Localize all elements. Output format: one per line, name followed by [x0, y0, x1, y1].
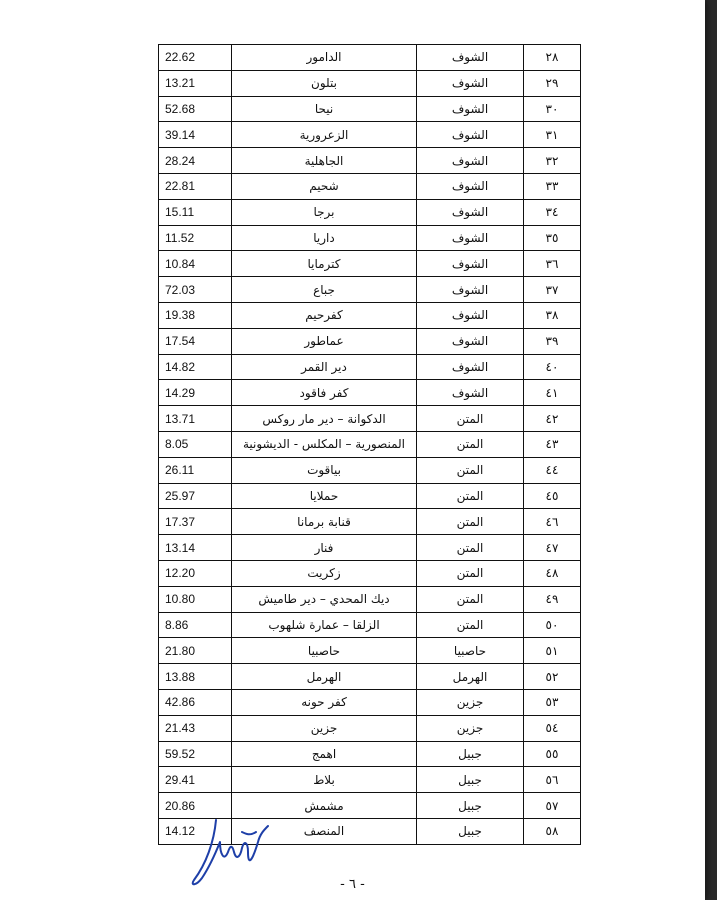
table-row — [159, 509, 581, 535]
town-cell: بلاط — [232, 767, 417, 793]
caza-cell: المتن — [417, 586, 524, 612]
table-row — [159, 70, 581, 96]
row-number-cell: ٤٧ — [524, 535, 581, 561]
town-cell: كفر حونه — [232, 689, 417, 715]
row-number-cell: ٥٨ — [524, 818, 581, 844]
value-cell: 22.62 — [159, 45, 232, 71]
caza-cell: الشوف — [417, 354, 524, 380]
row-number-cell: ٥١ — [524, 638, 581, 664]
table-row — [159, 225, 581, 251]
row-number-cell: ٣٥ — [524, 225, 581, 251]
row-number-cell: ٣٩ — [524, 328, 581, 354]
value-cell: 13.71 — [159, 406, 232, 432]
town-cell: الزلقا – عمارة شلهوب — [232, 612, 417, 638]
table-row — [159, 122, 581, 148]
caza-cell: جزين — [417, 715, 524, 741]
value-cell: 13.88 — [159, 664, 232, 690]
table-row — [159, 380, 581, 406]
row-number-cell: ٥٢ — [524, 664, 581, 690]
row-number-cell: ٣١ — [524, 122, 581, 148]
row-number-cell: ٤٥ — [524, 483, 581, 509]
value-cell: 20.86 — [159, 793, 232, 819]
value-cell: 10.80 — [159, 586, 232, 612]
caza-cell: المتن — [417, 431, 524, 457]
town-cell: اهمج — [232, 741, 417, 767]
caza-cell: الشوف — [417, 96, 524, 122]
town-cell: حملايا — [232, 483, 417, 509]
row-number-cell: ٤٩ — [524, 586, 581, 612]
value-cell: 8.86 — [159, 612, 232, 638]
table-row — [159, 689, 581, 715]
row-number-cell: ٥٥ — [524, 741, 581, 767]
caza-cell: المتن — [417, 457, 524, 483]
caza-cell: الشوف — [417, 251, 524, 277]
table-row — [159, 560, 581, 586]
table-row — [159, 251, 581, 277]
caza-cell: الشوف — [417, 302, 524, 328]
row-number-cell: ٥٤ — [524, 715, 581, 741]
value-cell: 72.03 — [159, 277, 232, 303]
table-body — [159, 45, 581, 845]
town-cell: داريا — [232, 225, 417, 251]
town-cell: شحيم — [232, 173, 417, 199]
caza-cell: جبيل — [417, 793, 524, 819]
table-row — [159, 741, 581, 767]
town-cell: عماطور — [232, 328, 417, 354]
value-cell: 12.20 — [159, 560, 232, 586]
caza-cell: جزين — [417, 689, 524, 715]
value-cell: 59.52 — [159, 741, 232, 767]
row-number-cell: ٤٠ — [524, 354, 581, 380]
value-cell: 25.97 — [159, 483, 232, 509]
row-number-cell: ٢٨ — [524, 45, 581, 71]
row-number-cell: ٤٦ — [524, 509, 581, 535]
town-cell: المنصف — [232, 818, 417, 844]
town-cell: كفرحيم — [232, 302, 417, 328]
town-cell: كفر فاقود — [232, 380, 417, 406]
value-cell: 14.82 — [159, 354, 232, 380]
row-number-cell: ٣٨ — [524, 302, 581, 328]
caza-cell: الشوف — [417, 380, 524, 406]
value-cell: 13.14 — [159, 535, 232, 561]
town-cell: كترمايا — [232, 251, 417, 277]
table-row — [159, 302, 581, 328]
caza-cell: الشوف — [417, 328, 524, 354]
row-number-cell: ٤٨ — [524, 560, 581, 586]
row-number-cell: ٣٧ — [524, 277, 581, 303]
table-row — [159, 457, 581, 483]
value-cell: 17.37 — [159, 509, 232, 535]
caza-cell: المتن — [417, 612, 524, 638]
table-row — [159, 45, 581, 71]
table-row — [159, 148, 581, 174]
table-row — [159, 767, 581, 793]
town-cell: جزين — [232, 715, 417, 741]
table-row — [159, 406, 581, 432]
page-number: - ٦ - — [340, 877, 365, 892]
town-cell: الجاهلية — [232, 148, 417, 174]
town-cell: الهرمل — [232, 664, 417, 690]
table-row — [159, 586, 581, 612]
table-row — [159, 277, 581, 303]
value-cell: 11.52 — [159, 225, 232, 251]
caza-cell: المتن — [417, 406, 524, 432]
table-row — [159, 96, 581, 122]
town-cell: قنابة برمانا — [232, 509, 417, 535]
town-cell: فنار — [232, 535, 417, 561]
caza-cell: الهرمل — [417, 664, 524, 690]
town-cell: برجا — [232, 199, 417, 225]
town-cell: بياقوت — [232, 457, 417, 483]
table-row — [159, 431, 581, 457]
value-cell: 21.43 — [159, 715, 232, 741]
town-cell: الدامور — [232, 45, 417, 71]
caza-cell: الشوف — [417, 199, 524, 225]
row-number-cell: ٣٢ — [524, 148, 581, 174]
value-cell: 15.11 — [159, 199, 232, 225]
table-row — [159, 715, 581, 741]
caza-cell: الشوف — [417, 45, 524, 71]
caza-cell: جبيل — [417, 818, 524, 844]
value-cell: 52.68 — [159, 96, 232, 122]
row-number-cell: ٣٦ — [524, 251, 581, 277]
town-cell: ديك المحدي – دير طاميش — [232, 586, 417, 612]
table-row — [159, 173, 581, 199]
row-number-cell: ٤٤ — [524, 457, 581, 483]
caza-cell: جبيل — [417, 767, 524, 793]
row-number-cell: ٢٩ — [524, 70, 581, 96]
table-row — [159, 612, 581, 638]
town-cell: مشمش — [232, 793, 417, 819]
row-number-cell: ٣٠ — [524, 96, 581, 122]
caza-cell: الشوف — [417, 225, 524, 251]
table-row — [159, 328, 581, 354]
table-row — [159, 354, 581, 380]
row-number-cell: ٣٣ — [524, 173, 581, 199]
caza-cell: جبيل — [417, 741, 524, 767]
row-number-cell: ٥٧ — [524, 793, 581, 819]
value-cell: 28.24 — [159, 148, 232, 174]
data-table — [158, 44, 581, 845]
town-cell: جباع — [232, 277, 417, 303]
caza-cell: المتن — [417, 509, 524, 535]
table-row — [159, 638, 581, 664]
row-number-cell: ٥٣ — [524, 689, 581, 715]
caza-cell: الشوف — [417, 173, 524, 199]
value-cell: 13.21 — [159, 70, 232, 96]
value-cell: 29.41 — [159, 767, 232, 793]
row-number-cell: ٣٤ — [524, 199, 581, 225]
row-number-cell: ٤١ — [524, 380, 581, 406]
value-cell: 14.29 — [159, 380, 232, 406]
town-cell: زكريت — [232, 560, 417, 586]
town-cell: المنصورية – المكلس - الديشونية — [232, 431, 417, 457]
town-cell: بتلون — [232, 70, 417, 96]
value-cell: 21.80 — [159, 638, 232, 664]
caza-cell: الشوف — [417, 122, 524, 148]
value-cell: 10.84 — [159, 251, 232, 277]
row-number-cell: ٥٦ — [524, 767, 581, 793]
town-cell: دير القمر — [232, 354, 417, 380]
caza-cell: المتن — [417, 560, 524, 586]
caza-cell: حاصبيا — [417, 638, 524, 664]
town-cell: الزعرورية — [232, 122, 417, 148]
value-cell: 14.12 — [159, 818, 232, 844]
town-cell: حاصبيا — [232, 638, 417, 664]
table-row — [159, 199, 581, 225]
town-cell: نيحا — [232, 96, 417, 122]
row-number-cell: ٤٣ — [524, 431, 581, 457]
value-cell: 39.14 — [159, 122, 232, 148]
caza-cell: الشوف — [417, 277, 524, 303]
value-cell: 8.05 — [159, 431, 232, 457]
caza-cell: المتن — [417, 483, 524, 509]
value-cell: 26.11 — [159, 457, 232, 483]
value-cell: 42.86 — [159, 689, 232, 715]
table-row — [159, 664, 581, 690]
row-number-cell: ٤٢ — [524, 406, 581, 432]
value-cell: 17.54 — [159, 328, 232, 354]
table-row — [159, 535, 581, 561]
table-row — [159, 483, 581, 509]
town-cell: الدكوانة – دير مار روكس — [232, 406, 417, 432]
value-cell: 22.81 — [159, 173, 232, 199]
caza-cell: المتن — [417, 535, 524, 561]
caza-cell: الشوف — [417, 70, 524, 96]
value-cell: 19.38 — [159, 302, 232, 328]
caza-cell: الشوف — [417, 148, 524, 174]
row-number-cell: ٥٠ — [524, 612, 581, 638]
